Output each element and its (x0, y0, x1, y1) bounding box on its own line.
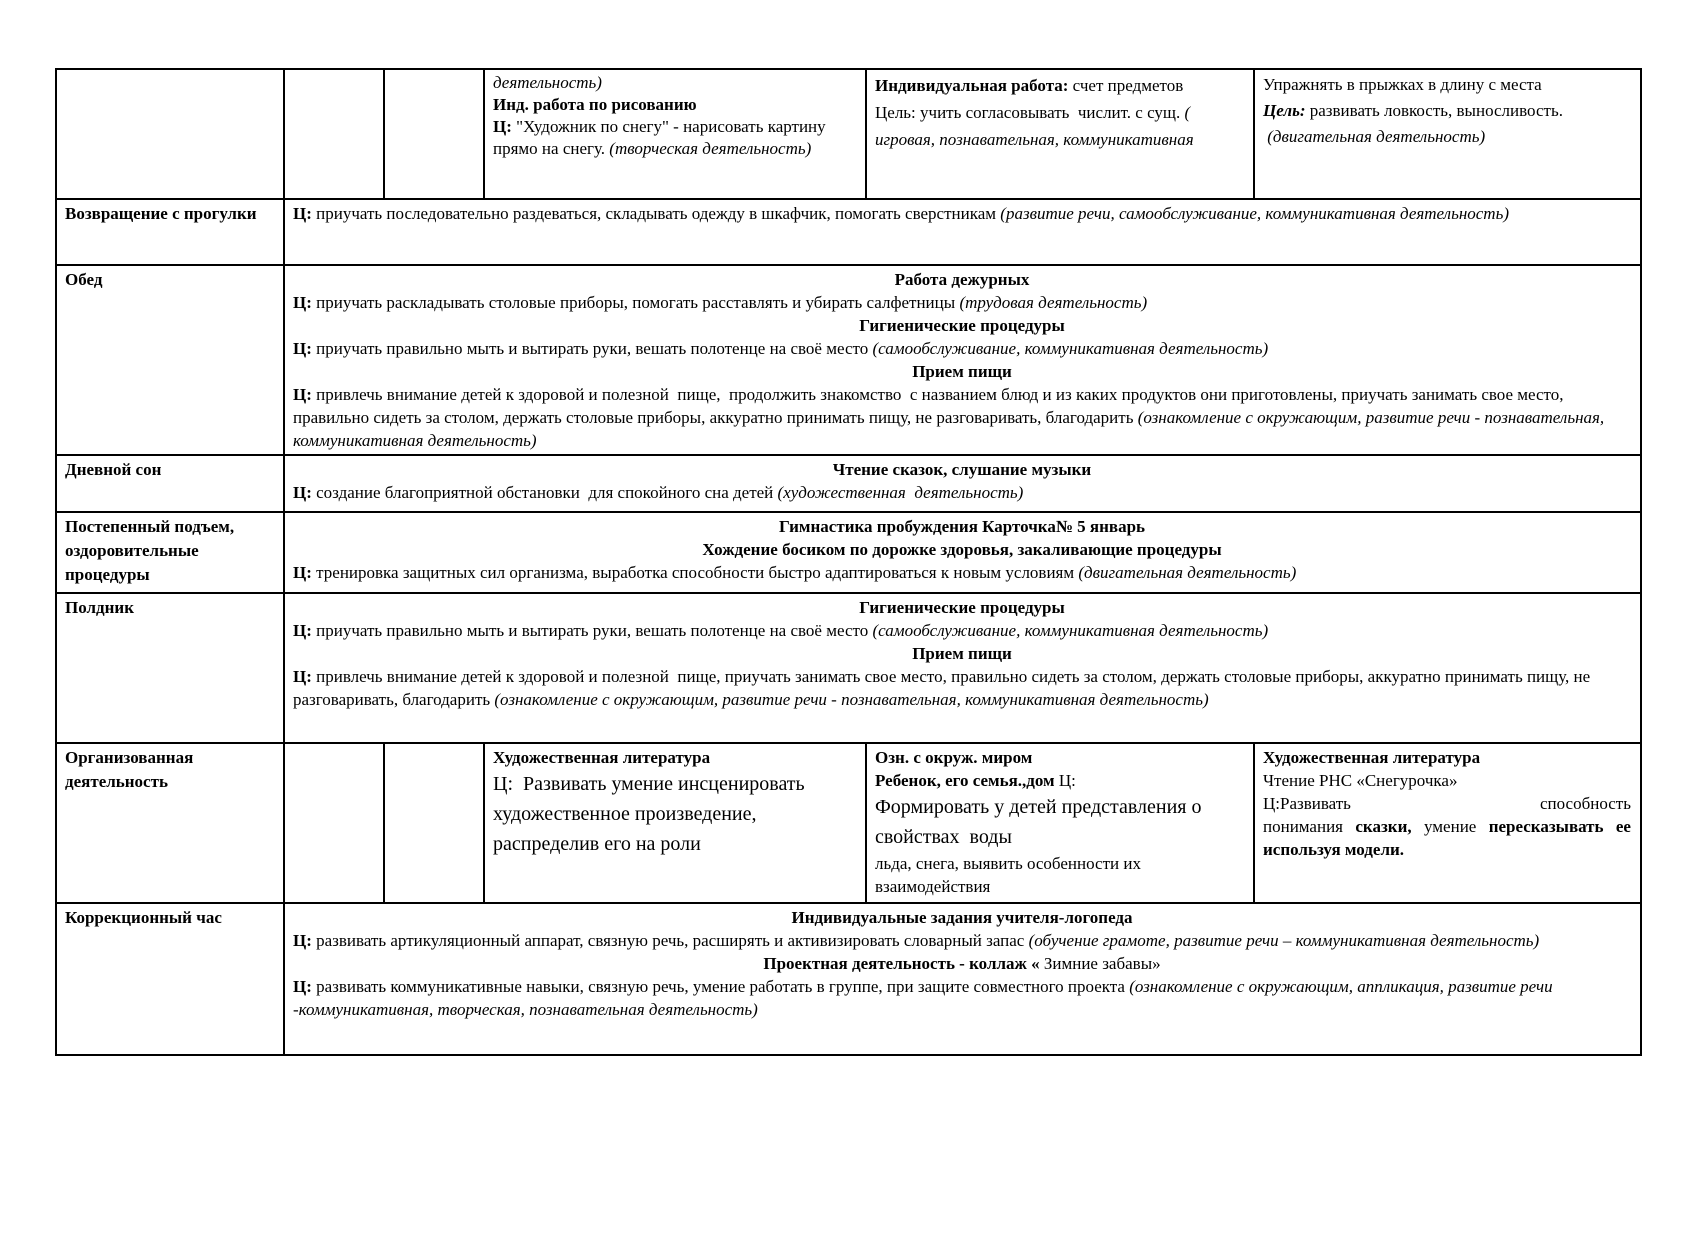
regime-moment-label (56, 265, 284, 455)
text-run: Ц: (293, 483, 312, 502)
row-label: Дневной сон (65, 460, 162, 479)
text-run: (двигательная деятельность) (1078, 563, 1297, 582)
paragraph (1263, 98, 1631, 124)
paragraph (293, 665, 1631, 711)
text-run: привлечь внимание детей к здоровой и полезной пище, продолжить знакомство с названием блюд и из каких продуктов они приготовлены, приучать занимать свое место, правильно сидеть за столом, держать столовые приборы, аккуратно принимать пищу, не разговаривать, благодарить (293, 385, 1568, 427)
text-run: Художественная литература (493, 748, 711, 767)
paragraph (875, 72, 1244, 99)
text-run: Ц: (293, 293, 312, 312)
row-label: Возвращение с прогулки (65, 204, 257, 223)
paragraph (493, 94, 856, 116)
text-run: (двигательная деятельность) (1263, 127, 1486, 146)
regime-moment-label (56, 593, 284, 743)
text-run: приучать правильно мыть и вытирать руки, вешать полотенце на своё место (311, 621, 873, 640)
paragraph (293, 929, 1631, 952)
text-run: сказки, (1355, 817, 1412, 836)
paragraph (293, 383, 1631, 452)
activity-cell-drawing (484, 69, 866, 199)
text-run: Ц: (493, 117, 512, 136)
paragraph (493, 769, 856, 859)
paragraph (293, 975, 1631, 1021)
activity-cell-literature (484, 743, 866, 903)
paragraph (1263, 792, 1631, 815)
text-run: Ц: (293, 563, 312, 582)
activity-cell-jumping (1254, 69, 1641, 199)
table-row-wakeup (56, 512, 1641, 593)
activity-heading (293, 952, 1631, 975)
text-run: Цель: (1263, 101, 1306, 120)
activity-cell (284, 199, 1641, 265)
text-run: Проектная деятельность - коллаж « (763, 954, 1040, 973)
activity-heading: Гигиенические процедуры (859, 316, 1065, 335)
paragraph (1263, 815, 1631, 861)
text-run: Индивидуальная работа: (875, 76, 1069, 95)
text-run: Зимние забавы» (1039, 954, 1161, 973)
text-run: привлечь внимание детей к здоровой и полезной пище, приучать занимать свое место, правильно сидеть за столом, держать столовые приборы, аккуратно принимать пищу, не разговаривать, благодарить (293, 667, 1595, 709)
regime-moment-label (56, 512, 284, 593)
paragraph (293, 337, 1631, 360)
activity-heading: Гигиенические процедуры (859, 598, 1065, 617)
text-run: (художественная деятельность) (777, 483, 1024, 502)
daily-schedule-table (55, 68, 1642, 1056)
empty-cell (284, 69, 384, 199)
activity-heading: Гимнастика пробуждения Карточка№ 5 январь (778, 517, 1146, 536)
table-row-organized-activity (56, 743, 1641, 903)
paragraph (875, 852, 1244, 898)
text-run: (ознакомление с окружающим, развитие речи - познавательная, коммуникативная деятельность) (494, 690, 1209, 709)
text-run: тренировка защитных сил организма, выработка способности быстро адаптироваться к новым условиям (311, 563, 1079, 582)
text-run: Художественная литература (1263, 748, 1481, 767)
activity-cell (284, 903, 1641, 1055)
activity-cell-counting (866, 69, 1254, 199)
paragraph (293, 291, 1631, 314)
text-run: развивать коммуникативные навыки, связную речь, умение работать в группе, при защите совместного проекта (311, 977, 1130, 996)
text-run: Ц: (293, 667, 312, 686)
table-row-correction-hour (56, 903, 1641, 1055)
text-run: понимания (1263, 817, 1356, 836)
text-run: Ц: (293, 204, 312, 223)
regime-moment-cell-empty (56, 69, 284, 199)
text-run: (самообслуживание, коммуникативная деятельность) (872, 339, 1269, 358)
text-run: приучать раскладывать столовые приборы, помогать расставлять и убирать салфетницы (311, 293, 960, 312)
text-run: (обучение грамоте, развитие речи – коммуникативная деятельность) (1028, 931, 1540, 950)
paragraph (293, 202, 1631, 225)
activity-heading: Чтение сказок, слушание музыки (832, 460, 1092, 479)
table-row-nap (56, 455, 1641, 512)
text-run: развивать ловкость, выносливость. (1305, 101, 1563, 120)
paragraph (493, 72, 856, 94)
text-run: умение (1411, 817, 1489, 836)
row-label: Постепенный подъем, оздоровительные процедуры (65, 517, 239, 584)
text-run: пересказывать ее используя модели. (1263, 817, 1631, 859)
text-run: льда, снега, выявить особенности их взаимодействия (875, 854, 1146, 896)
table-row-return-from-walk (56, 199, 1641, 265)
text-run: Ц: (293, 931, 312, 950)
text-run: Ц: Развивать умение инсценировать художественное произведение, распределив его на роли (493, 773, 810, 855)
text-run: Ребенок, его семья.,дом (875, 771, 1055, 790)
text-run: Цель: учить согласовывать числит. с сущ. (875, 103, 1185, 122)
paragraph (1263, 746, 1631, 769)
text-run: Ц: (293, 977, 312, 996)
text-run: Ц: (1054, 771, 1076, 790)
text-run: деятельность) (493, 73, 602, 92)
activity-cell (284, 265, 1641, 455)
text-run: (творческая деятельность) (609, 139, 812, 158)
activity-heading: Работа дежурных (894, 270, 1030, 289)
activity-heading: Индивидуальные задания учителя-логопеда (791, 908, 1133, 927)
text-run: Упражнять в прыжках в длину с места (1263, 75, 1542, 94)
paragraph (875, 99, 1244, 153)
paragraph (1263, 72, 1631, 98)
regime-moment-label (56, 199, 284, 265)
paragraph (875, 792, 1244, 852)
empty-cell (384, 743, 484, 903)
activity-cell-reading (1254, 743, 1641, 903)
text-run: приучать последовательно раздеваться, складывать одежду в шкафчик, помогать сверстникам (311, 204, 1001, 223)
regime-moment-label (56, 455, 284, 512)
text-run: (самообслуживание, коммуникативная деятельность) (872, 621, 1269, 640)
text-run: развивать артикуляционный аппарат, связную речь, расширять и активизировать словарный запас (311, 931, 1029, 950)
text-run: "Художник по снегу" - нарисовать картину прямо на снегу. (493, 117, 830, 158)
paragraph (493, 116, 856, 160)
text-run: Ц: (293, 385, 312, 404)
activity-heading: Хождение босиком по дорожке здоровья, закаливающие процедуры (702, 540, 1222, 559)
row-label: Обед (65, 270, 103, 289)
paragraph (293, 481, 1631, 504)
text-run: (ознакомление с окружающим, развитие речи - познавательная, коммуникативная деятельность) (293, 408, 1609, 450)
paragraph (875, 746, 1244, 769)
activity-heading: Прием пищи (912, 362, 1012, 381)
paragraph (1263, 769, 1631, 792)
text-run: Инд. работа по рисованию (493, 95, 697, 114)
activity-cell (284, 593, 1641, 743)
empty-cell (384, 69, 484, 199)
row-label: Полдник (65, 598, 135, 617)
regime-moment-label (56, 743, 284, 903)
text-run: ( игровая, познавательная, коммуникативная (875, 103, 1195, 149)
text-run: Ц: (293, 621, 312, 640)
activity-cell (284, 455, 1641, 512)
text-run: приучать правильно мыть и вытирать руки, вешать полотенце на своё место (311, 339, 873, 358)
text-run: счет предметов (1068, 76, 1184, 95)
table-row-lunch (56, 265, 1641, 455)
empty-cell (284, 743, 384, 903)
row-label: Коррекционный час (65, 908, 222, 927)
text-run: Ц: (293, 339, 312, 358)
text-run: способность (1539, 794, 1631, 813)
text-run: (ознакомление с окружающим, аппликация, развитие речи -коммуникативная, творческая, познавательная деятельность) (293, 977, 1557, 1019)
paragraph (1263, 124, 1631, 150)
paragraph (875, 769, 1244, 792)
paragraph (293, 619, 1631, 642)
paragraph (293, 561, 1631, 584)
table-row-snack (56, 593, 1641, 743)
text-run: (трудовая деятельность) (959, 293, 1148, 312)
text-run: Ц:Развивать (1263, 794, 1351, 813)
activity-cell-world (866, 743, 1254, 903)
activity-cell (284, 512, 1641, 593)
text-run: (развитие речи, самообслуживание, коммуникативная деятельность) (1000, 204, 1509, 223)
row-label: Организованная деятельность (65, 748, 198, 791)
text-run: Чтение РНС «Снегурочка» (1263, 771, 1458, 790)
text-run: Формировать у детей представления о свойствах воды (875, 796, 1207, 848)
regime-moment-label (56, 903, 284, 1055)
table-row-continuation (56, 69, 1641, 199)
activity-heading: Прием пищи (912, 644, 1012, 663)
paragraph (493, 746, 856, 769)
text-run: Озн. с окруж. миром (875, 748, 1033, 767)
text-run: создание благоприятной обстановки для спокойного сна детей (311, 483, 778, 502)
